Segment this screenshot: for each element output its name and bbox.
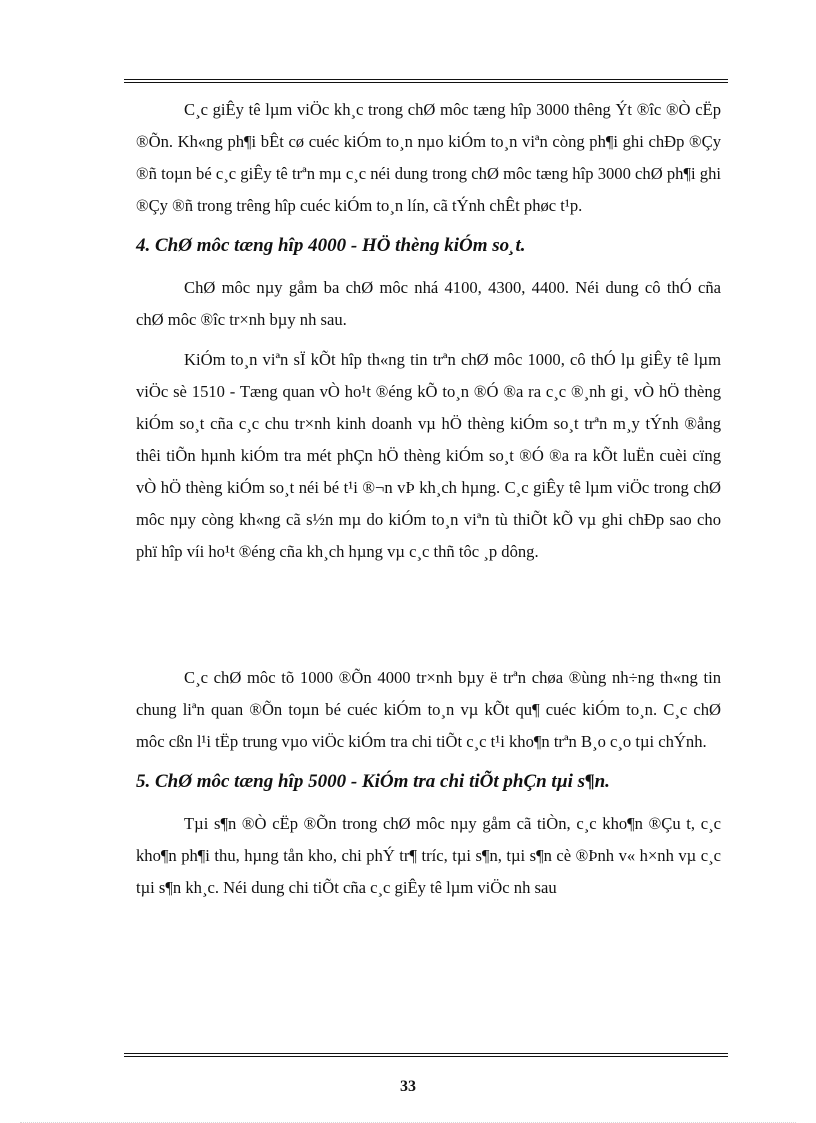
section-heading-4: 4. ChØ môc tæng hîp 4000 - HÖ thèng kiÓm so¸t. bbox=[136, 235, 526, 256]
page-number: 33 bbox=[400, 1078, 416, 1095]
section-heading-5: 5. ChØ môc tæng hîp 5000 - KiÓm tra chi tiÕt phÇn tµi s¶n. bbox=[136, 771, 610, 792]
paragraph-5: Tµi s¶n ®Ò cËp ®Õn trong chØ môc nµy gåm cã tiÒn, c¸c kho¶n ®Çu t, c¸c kho¶n ph¶i thu, hµng tån kho, chi phÝ tr¶ tríc, tµi s¶n, tµi s¶n cè ®Þnh v« h×nh vµ c¸c tµi s¶n kh¸c. Néi dung chi tiÕt cña c¸c giÊy tê lµm viÖc nh sau bbox=[136, 814, 721, 897]
footer-rule bbox=[124, 1053, 728, 1057]
paragraph-4: C¸c chØ môc tõ 1000 ®Õn 4000 tr×nh bµy ë trªn chøa ®ùng nh÷ng th«ng tin chung liªn quan ®Õn toµn bé cuéc kiÓm to¸n vµ kÕt qu¶ cuéc kiÓm to¸n. C¸c chØ môc cßn l¹i tËp trung vµo viÖc kiÓm tra chi tiÕt c¸c t¹i kho¶n trªn B¸o c¸o tµi chÝnh. bbox=[136, 668, 721, 751]
paragraph-3: KiÓm to¸n viªn sÏ kÕt hîp th«ng tin trªn chØ môc 1000, cô thÓ lµ giÊy tê lµm viÖc sè 1510 - Tæng quan vÒ ho¹t ®éng kÕ to¸n ®Ó ®a ra c¸c ®¸nh gi¸ vÒ hÖ thèng kiÓm so¸t cña c¸c chu tr×nh kinh doanh vµ hÖ thèng kiÓm so¸t trªn m¸y tÝnh ®ång thêi tiÕn hµnh kiÓm tra mét phÇn hÖ thèng kiÓm so¸t ®Ó ®a ra kÕt luËn cuèi cïng vÒ hÖ thèng kiÓm so¸t néi bé t¹i ®¬n vÞ kh¸ch hµng. C¸c giÊy tê lµm viÖc trong chØ môc nµy còng kh«ng cã s½n mµ do kiÓm to¸n viªn tù thiÕt kÕ vµ ghi chÐp sao cho phï hîp víi ho¹t ®éng cña kh¸ch hµng vµ c¸c thñ tôc ¸p dông. bbox=[136, 350, 721, 561]
header-rule bbox=[124, 79, 728, 83]
paragraph-2: ChØ môc nµy gåm ba chØ môc nhá 4100, 4300, 4400. Néi dung cô thÓ cña chØ môc ®îc tr×nh bµy nh sau. bbox=[136, 278, 721, 329]
page-body bbox=[136, 94, 721, 904]
paragraph-1: C¸c giÊy tê lµm viÖc kh¸c trong chØ môc tæng hîp 3000 thêng Ýt ®îc ®Ò cËp ®Õn. Kh«ng ph¶i bÊt cø cuéc kiÓm to¸n nµo kiÓm to¸n viªn còng ph¶i ghi chÐp ®Çy ®ñ toµn bé c¸c giÊy tê trªn mµ c¸c néi dung trong chØ môc tæng hîp 3000 chØ ph¶i ghi ®Çy ®ñ trong trêng hîp cuéc kiÓm to¸n lín, cã tÝnh chÊt phøc t¹p. bbox=[136, 100, 721, 215]
